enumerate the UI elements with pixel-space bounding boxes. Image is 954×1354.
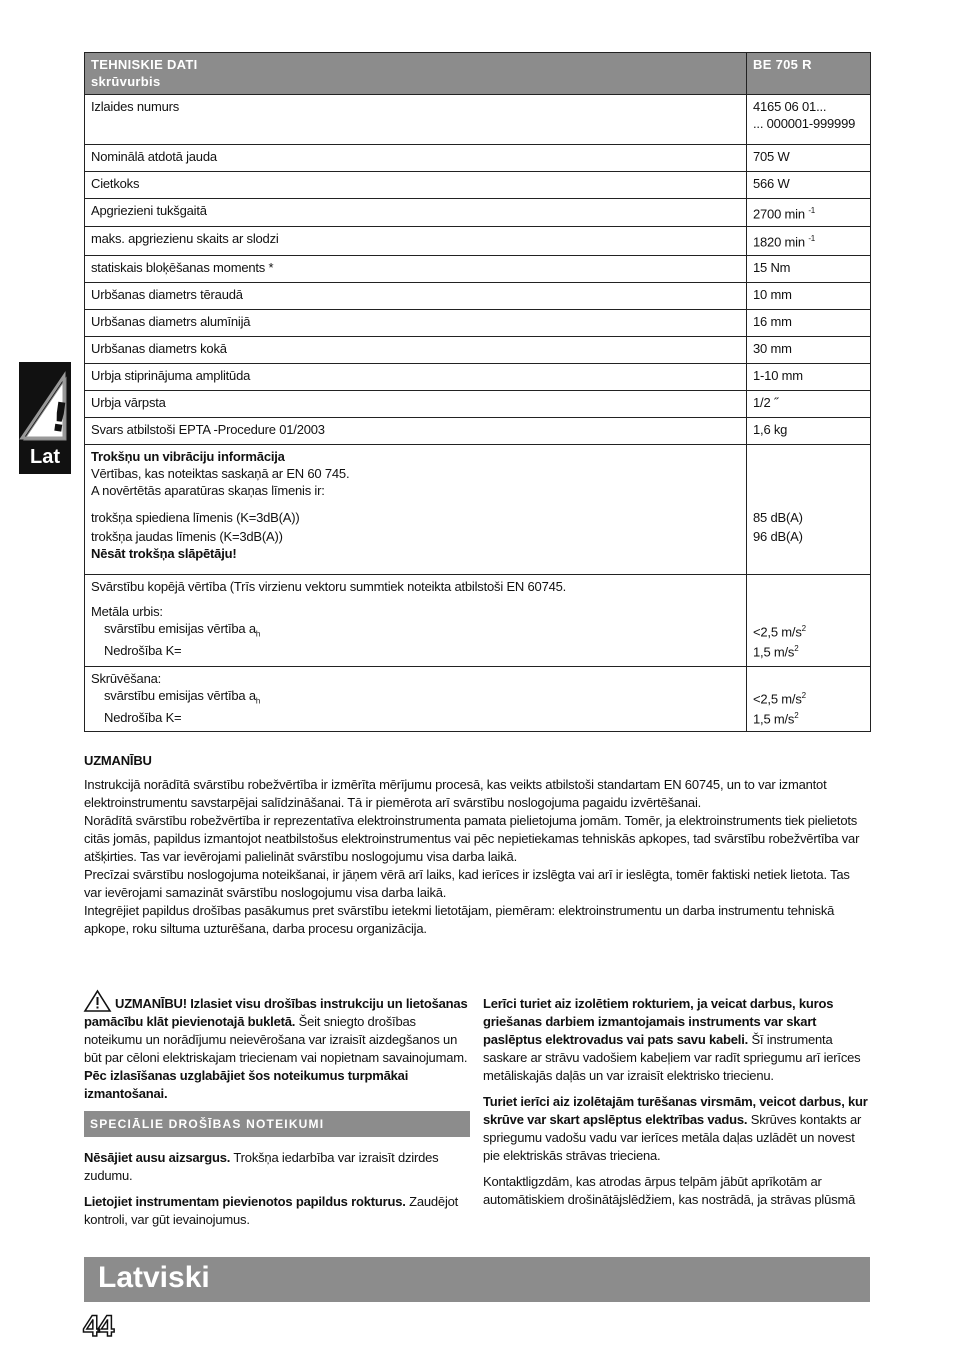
general-warning <box>84 990 470 1103</box>
warning-text: Šeit sniegto drošības noteikumu un norādījumu neievērošana var izraisīt aizdegšanos un būt par cēloni elektriskajam triecienam vai nopietnam savainojumam. <box>84 1014 468 1065</box>
caution-paragraph: Norādītā svārstību robežvērtība ir reprezentatīva elektroinstrumenta pamata pielietojuma jomām. Tomēr, ja elektroinstruments tiek pielietots citās jomās, papildus izmantojot neatbilstošus elektroinstrumentus vai pēc nepietiekamas tehniskās apkopes, tad svārstību robežvērtība var atšķirties. Tas var ievērojami palielināt svārstību noslogojumu visa darba laikā. <box>84 813 860 864</box>
table-row <box>85 390 871 417</box>
language-side-tab <box>19 362 71 474</box>
page-number: 44 <box>83 1310 113 1343</box>
screw-uncertainty-label: Nedrošība K= <box>104 710 182 726</box>
table-row <box>85 255 871 282</box>
row-value: 16 mm <box>747 309 871 336</box>
table-row <box>85 417 871 444</box>
row-label: Nominālā atdotā jauda <box>85 145 747 172</box>
right-column <box>483 995 870 1217</box>
row-value <box>747 95 871 145</box>
value-text: 1820 min <box>753 234 805 250</box>
language-name: Latviski <box>98 1261 210 1294</box>
noise-row <box>85 444 871 574</box>
caution-paragraph: Instrukcijā norādītā svārstību robežvērtība ir izmērīta mērījumu procesā, kas veikts atbilstoši standartam EN 60745, un to var izmantot elektroinstrumentu savstarpējai salīdzināšanai. Tā ir piemērota arī svārstību noslogojuma pagaidu izvērtēšanai. <box>84 777 827 810</box>
noise-protection: Nēsāt trokšņa slāpētāju! <box>91 545 237 561</box>
value-sup: -1 <box>808 206 816 215</box>
row-value: 566 W <box>747 172 871 199</box>
screw-value-cell <box>747 666 871 732</box>
row-label: maks. apgriezienu skaits ar slodzi <box>85 227 747 255</box>
noise-value-cell <box>747 444 871 574</box>
outdoor-sockets-paragraph: Kontaktligzdām, kas atrodas ārpus telpām jābūt aprīkotām ar automātiskiem drošinātājslēdžiem, kas nostrādā, ja strāvas plūsmā <box>483 1174 856 1207</box>
screw-label-cell <box>85 666 747 732</box>
row-label: Svars atbilstoši EPTA -Procedure 01/2003 <box>85 417 747 444</box>
noise-pressure-label: trokšņa spiediena līmenis (K=3dB(A)) <box>91 509 300 525</box>
keep-instructions-text: Pēc izlasīšanas uzglabājiet šos noteikumus turpmākai izmantošanai. <box>84 1068 409 1101</box>
noise-power-label: trokšņa jaudas līmenis (K=3dB(A)) <box>91 528 283 544</box>
header-line-1: TEHNISKIE DATI <box>91 57 198 72</box>
noise-line-2: A novērtētās aparatūras skaņas līmenis ir: <box>91 482 325 498</box>
table-row <box>85 309 871 336</box>
warning-icon <box>84 990 111 1012</box>
metal-uncertainty-value: 1,5 $m/s^2$ <box>753 643 799 660</box>
screw-uncertainty-value: 1,5 $m/s^2$ <box>753 710 799 727</box>
warning-triangle-icon <box>21 364 72 443</box>
row-label: Cietkoks <box>85 172 747 199</box>
table-row <box>85 95 871 145</box>
table-row <box>85 363 871 390</box>
noise-label-cell <box>85 444 747 574</box>
row-label: Urbšanas diametrs kokā <box>85 336 747 363</box>
technical-data-table <box>84 52 871 732</box>
language-code: Lat <box>30 446 60 468</box>
table-header-model: BE 705 R <box>747 53 871 95</box>
table-header-row <box>85 53 871 95</box>
table-row <box>85 282 871 309</box>
row-label: Apgriezieni tukšgaitā <box>85 199 747 227</box>
vibration-label-cell <box>85 574 747 666</box>
ear-protection-paragraph: Nēsājiet ausu aizsargus. Trokšņa iedarbība var izraisīt dzirdes zudumu. <box>84 1150 439 1183</box>
row-value: 1,6 kg <box>747 417 871 444</box>
row-value: 705 W <box>747 145 871 172</box>
value-line-2: ... 000001-999999 <box>753 116 856 131</box>
screw-emission-value: <2,5 $m/s^2$ <box>753 690 806 706</box>
row-value: 1/2 ˝ <box>747 390 871 417</box>
metal-uncertainty-label: Nedrošība K= <box>104 643 182 659</box>
caution-title: UZMANĪBU <box>84 753 152 768</box>
row-label: Urbšanas diametrs tēraudā <box>85 282 747 309</box>
noise-pressure-value: 85 dB(A) <box>753 509 803 525</box>
metal-heading: Metāla urbis: <box>91 603 163 619</box>
row-value: 10 mm <box>747 282 871 309</box>
value-line-1: 4165 06 01... <box>753 99 827 114</box>
vibration-value-cell <box>747 574 871 666</box>
row-label: Urbšanas diametrs alumīnijā <box>85 309 747 336</box>
language-footer-bar <box>84 1257 870 1302</box>
row-value <box>747 227 871 255</box>
screw-emission-label: svārstību emisijas vērtība $a_h$ <box>104 687 261 706</box>
special-safety-heading: SPECIĀLIE DROŠĪBAS NOTEIKUMI <box>84 1111 470 1137</box>
metal-emission-value: <2,5 $m/s^2$ <box>753 623 806 639</box>
table-row <box>85 336 871 363</box>
caution-paragraph: Precīzai svārstību noslogojuma noteikšanai, ir jāņem vērā arī laiks, kad ierīces ir izslēgta vai arī ir ieslēgta, tomēr faktiski netiek lietota. Tas var ievērojami samazināt svārstību noslogojumu visa darba laikā. <box>84 867 850 900</box>
handle-paragraph: Lietojiet instrumentam pievienotos papildus rokturus. Zaudējot kontroli, var gūt ievainojumus. <box>84 1194 459 1227</box>
row-value: 30 mm <box>747 336 871 363</box>
warning-bold-text: UZMANĪBU! Izlasiet visu drošības instrukciju un lietošanas pamācību klāt pievienotajā bukletā. <box>84 996 468 1029</box>
caution-paragraph: Integrējiet papildus drošības pasākumus pret svārstību ietekmi lietotājam, piemēram: elektroinstrumentu un darba instrumentu tehniskā apkope, roku siltuma uzturēšana, darba procesu organizācija. <box>84 903 835 936</box>
row-label: Urbja vārpsta <box>85 390 747 417</box>
value-sup: -1 <box>808 234 816 244</box>
row-label: statiskais bloķēšanas moments * <box>85 255 747 282</box>
vibration-screw-row <box>85 666 871 732</box>
row-label: Urbja stiprinājuma amplitūda <box>85 363 747 390</box>
left-column <box>84 990 470 1237</box>
value-text: 2700 min <box>753 206 805 222</box>
caution-section <box>84 752 870 938</box>
row-value <box>747 199 871 227</box>
svg-text:!: ! <box>47 394 72 443</box>
vibration-metal-row <box>85 574 871 666</box>
noise-line-1: Vērtības, kas noteiktas saskaņā ar EN 60 745. <box>91 465 350 481</box>
metal-emission-label: svārstību emisijas vērtība $a_h$ <box>104 620 261 639</box>
vibration-intro: Svārstību kopējā vērtība (Trīs virzienu vektoru summtiek noteikta atbilstoši EN 60745. <box>91 578 567 594</box>
noise-heading: Trokšņu un vibrāciju informācija <box>91 448 285 464</box>
screw-heading: Skrūvēšana: <box>91 670 162 686</box>
row-value: 15 Nm <box>747 255 871 282</box>
header-line-2: skrūvurbis <box>91 74 161 89</box>
table-row <box>85 227 871 255</box>
row-value: 1-10 mm <box>747 363 871 390</box>
row-label: Izlaides numurs <box>85 95 747 145</box>
table-row <box>85 199 871 227</box>
insulated-surfaces-paragraph: Turiet ierīci aiz izolētajām turēšanas virsmām, veicot darbus, kur skrūve var skart apslēptus elektrības vadus. Skrūves kontakts ar spriegumu vadošu vadu var ierīces metāla daļas uzlādēt un novest pie elektriskās strāvas trieciena. <box>483 1094 868 1163</box>
table-header-title <box>85 53 747 95</box>
insulated-handles-paragraph: Lerīci turiet aiz izolētiem rokturiem, ja veicat darbus, kuros griešanas darbiem izmantojamais instruments var skart paslēptus elektrovadus vai pats savu kabeli. Šī instrumenta saskare ar strāvu vadošiem kabeļiem var radīt spriegumu arī ierīces metāliskajās daļās un var izraisīt elektrisko triecienu. <box>483 996 861 1083</box>
table-row <box>85 172 871 199</box>
table-row <box>85 145 871 172</box>
noise-power-value: 96 dB(A) <box>753 528 803 544</box>
